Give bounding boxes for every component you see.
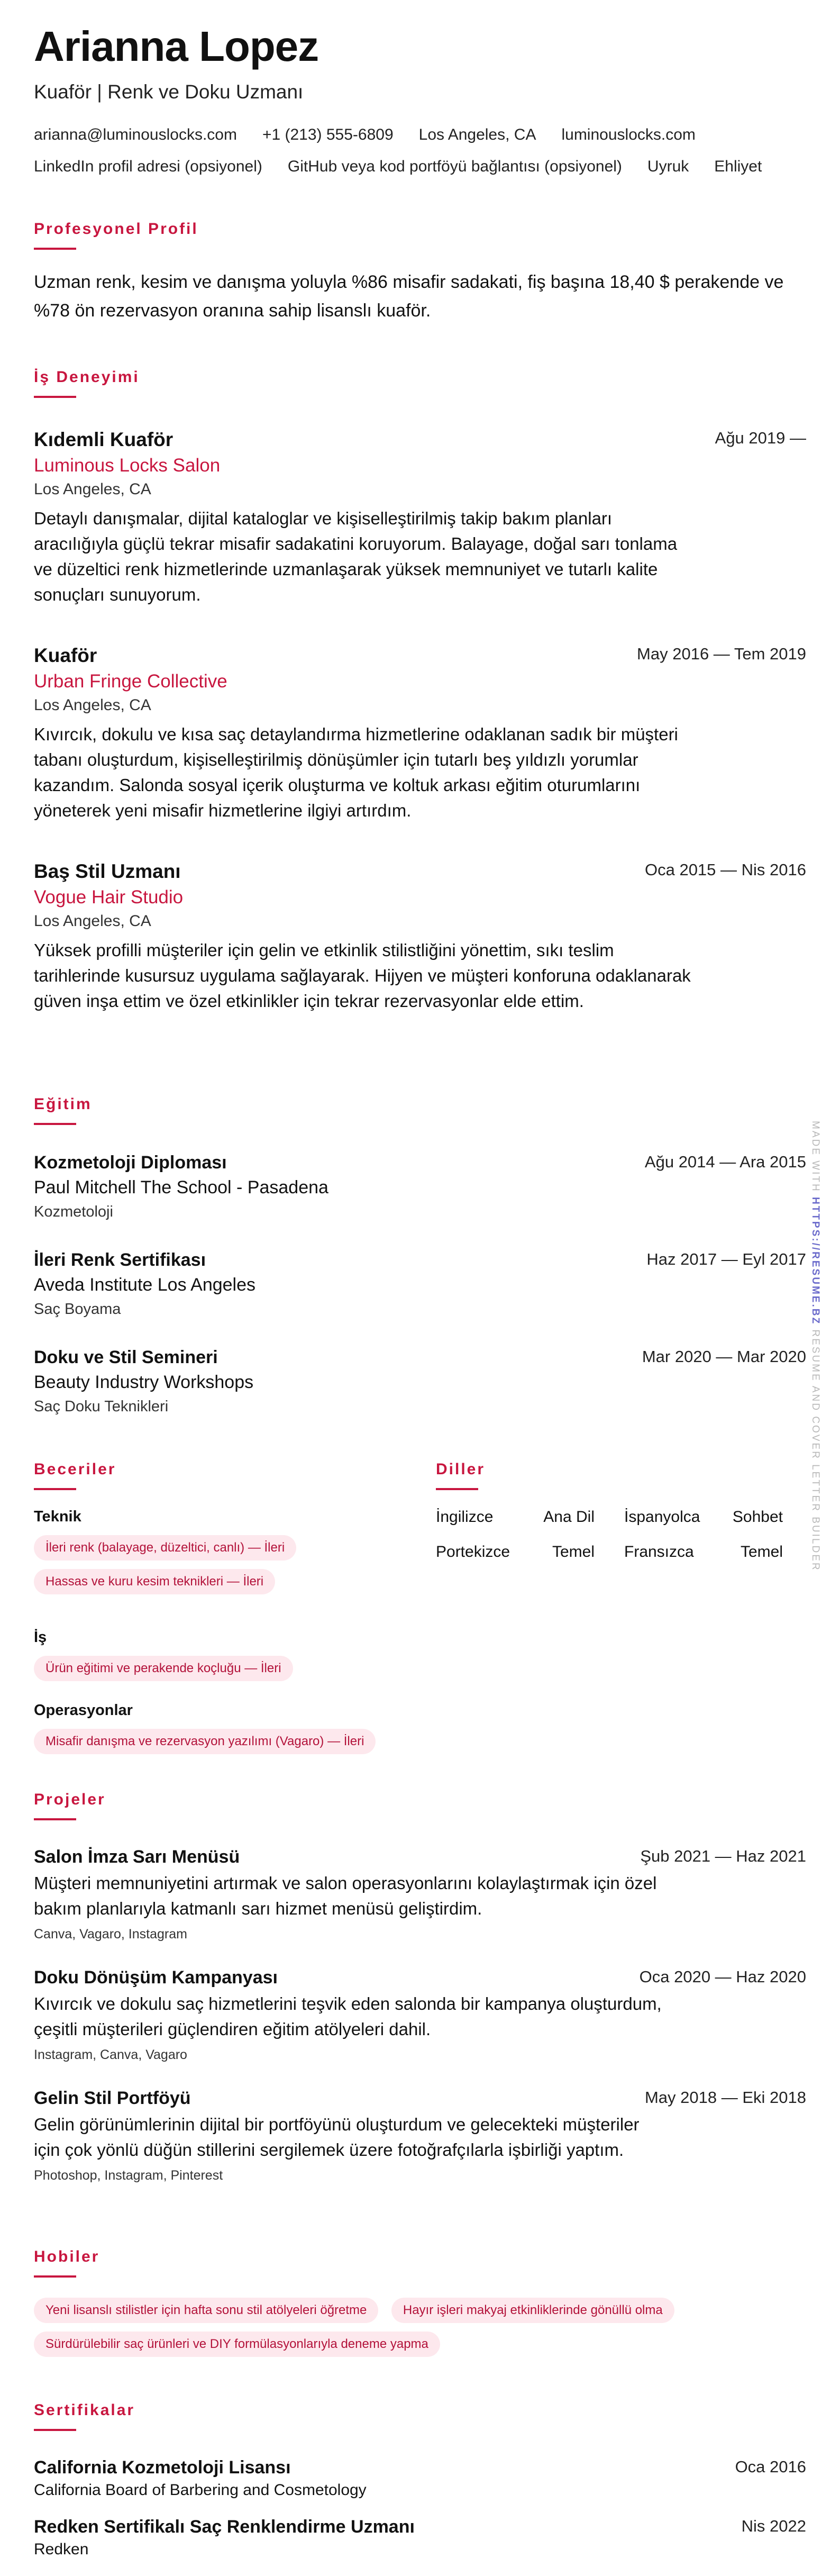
project-item (34, 2088, 806, 2183)
language-level: Temel (552, 1543, 595, 1561)
job-description: Yüksek profilli müşteriler için gelin ve etkinlik stilistliğini yönettim, sıkı teslim tarihlerinde kusursuz uygulama sağlayarak. Hijyen ve müşteri konforuna odaklanarak güven inşa ettim ve özel etkinlikler için tekrar rezervasyonlar elde ettim. (34, 940, 691, 1011)
section-title: Diller (436, 1461, 486, 1478)
institution-name: Aveda Institute Los Angeles (34, 1275, 256, 1295)
company-name: Urban Fringe Collective (34, 671, 227, 692)
project-description: Müşteri memnuniyetini artırmak ve salon operasyonlarını kolaylaştırmak için özel bakım planlarıyla katmanlı sarı hizmet menüsü geliştirdim. (34, 1873, 657, 1918)
job-date: Oca 2015 — Nis 2016 (644, 860, 806, 879)
education-date: Haz 2017 — Eyl 2017 (646, 1250, 806, 1268)
section-title: Hobiler (34, 2248, 100, 2265)
hobby-tag: Yeni lisanslı stilistler için hafta sonu stil atölyeleri öğretme (34, 2298, 378, 2323)
language-item (624, 1543, 783, 1561)
language-name: İspanyolca (624, 1508, 700, 1526)
language-row (436, 1543, 806, 1561)
job-description: Detaylı danışmalar, dijital kataloglar ve kişiselleştirilmiş takip bakım planları aracılığıyla güçlü tekrar misafir sadakatini koruyorum. Balayage, doğal sarı tonlama ve düzeltici renk hizmetlerinde uzmanlaşarak yüksek memnuniyet ve tutarlı kalite sonuçları sunuyorum. (34, 509, 678, 604)
section-divider (34, 1488, 76, 1490)
section-title: Beceriler (34, 1461, 116, 1478)
project-description: Gelin görünümlerinin dijital bir portföyünü oluşturdum ve gelecekteki müşteriler için çok yönlü düğün stillerini sergilemek üzere fotoğrafçılarla işbirliği yaptım. (34, 2115, 640, 2160)
job-location: Los Angeles, CA (34, 696, 151, 714)
hobbies-list (34, 2298, 806, 2357)
skill-tag: Ürün eğitimi ve perakende koçluğu — İleri (34, 1656, 293, 1681)
degree-title: Kozmetoloji Diploması (34, 1153, 227, 1173)
hobby-tag: Hayır işleri makyaj etkinliklerinde gönüllü olma (391, 2298, 674, 2323)
section-title: Projeler (34, 1791, 106, 1808)
certifications-section-heading (34, 2401, 806, 2431)
skill-tag: Hassas ve kuru kesim teknikleri — İleri (34, 1569, 275, 1594)
language-level: Ana Dil (543, 1508, 595, 1526)
section-divider (34, 396, 76, 398)
languages-section-heading (436, 1461, 806, 1490)
language-name: İngilizce (436, 1508, 494, 1526)
watermark-link[interactable]: HTTPS://RESUME.BZ (810, 1197, 821, 1326)
language-name: Fransızca (624, 1543, 694, 1561)
github-link[interactable]: GitHub veya kod portföyü bağlantısı (opsiyonel) (287, 158, 622, 175)
job-location: Los Angeles, CA (34, 480, 151, 498)
experience-section-heading (34, 368, 806, 398)
drivers-license: Ehliyet (714, 158, 762, 175)
hobbies-section-heading (34, 2248, 806, 2278)
job-date: May 2016 — Tem 2019 (637, 645, 806, 663)
company-name: Vogue Hair Studio (34, 887, 184, 908)
certification-title: Redken Sertifikalı Saç Renklendirme Uzmanı (34, 2517, 415, 2537)
education-date: Mar 2020 — Mar 2020 (642, 1347, 806, 1366)
section-divider (436, 1488, 478, 1490)
language-item (436, 1543, 595, 1561)
study-field: Kozmetoloji (34, 1203, 113, 1220)
candidate-title: Kuaför | Renk ve Doku Uzmanı (34, 81, 304, 103)
language-item (624, 1508, 783, 1526)
job-description: Kıvırcık, dokulu ve kısa saç detaylandırma hizmetlerine odaklanan sadık bir müşteri tabanı oluşturdum, kişiselleştirilmiş dönüşümler için tutarlı beş yıldızlı yorumlar kazandım. Salonda sosyal içerik oluşturma ve koltuk arkası eğitim oturumlarını yöneterek yeni misafir hizmetlerine ilgiyi artırdım. (34, 724, 678, 820)
degree-title: İleri Renk Sertifikası (34, 1250, 206, 1270)
job-location: Los Angeles, CA (34, 912, 151, 930)
institution-name: Beauty Industry Workshops (34, 1372, 254, 1392)
project-title: Doku Dönüşüm Kampanyası (34, 1967, 278, 1988)
certification-date: Oca 2016 (735, 2457, 806, 2476)
watermark-prefix: MADE WITH (810, 1121, 821, 1193)
language-level: Sohbet (732, 1508, 783, 1526)
project-tools: Instagram, Canva, Vagaro (34, 2047, 187, 2062)
skill-tag: İleri renk (balayage, düzeltici, canlı) — İleri (34, 1535, 296, 1561)
company-name: Luminous Locks Salon (34, 455, 221, 476)
phone-number[interactable]: +1 (213) 555-6809 (262, 126, 394, 143)
builder-watermark (809, 1121, 821, 1572)
email-link[interactable]: arianna@luminouslocks.com (34, 126, 237, 143)
skill-category (34, 1508, 425, 1594)
certification-item (34, 2457, 806, 2499)
project-tools: Photoshop, Instagram, Pinterest (34, 2168, 223, 2183)
hobby-tag: Sürdürülebilir saç ürünleri ve DIY formülasyonlarıyla deneme yapma (34, 2332, 440, 2357)
education-date: Ağu 2014 — Ara 2015 (644, 1153, 806, 1171)
section-title: Profesyonel Profil (34, 220, 198, 238)
section-divider (34, 1818, 76, 1820)
education-item (34, 1153, 806, 1221)
project-description: Kıvırcık ve dokulu saç hizmetlerini teşvik eden salonda bir kampanya oluşturdum, çeşitli müşterileri güçlendiren eğitim atölyeleri dahil. (34, 1994, 662, 2039)
projects-section-heading (34, 1791, 806, 1820)
section-title: Eğitim (34, 1095, 92, 1113)
skill-category (34, 1702, 425, 1754)
language-item (436, 1508, 595, 1526)
language-name: Portekizce (436, 1543, 510, 1561)
experience-item (34, 429, 806, 607)
section-title: İş Deneyimi (34, 368, 140, 386)
skill-category-name: Teknik (34, 1508, 81, 1525)
experience-item (34, 860, 806, 1014)
language-row (436, 1508, 806, 1526)
language-level: Temel (740, 1543, 783, 1561)
certification-date: Nis 2022 (741, 2517, 806, 2535)
study-field: Saç Boyama (34, 1301, 121, 1318)
degree-title: Doku ve Stil Semineri (34, 1347, 218, 1367)
languages-grid (436, 1508, 806, 1578)
candidate-name: Arianna Lopez (34, 23, 319, 70)
project-item (34, 1847, 806, 1942)
certification-issuer: Redken (34, 2541, 89, 2558)
project-title: Salon İmza Sarı Menüsü (34, 1847, 240, 1867)
job-title: Kuaför (34, 645, 97, 666)
contact-row-secondary (34, 158, 762, 176)
job-title: Kıdemli Kuaför (34, 429, 174, 450)
contact-row (34, 126, 696, 144)
watermark-suffix: RESUME AND COVER LETTER BUILDER (810, 1329, 821, 1572)
education-item (34, 1347, 806, 1416)
study-field: Saç Doku Teknikleri (34, 1398, 169, 1415)
nationality: Uyruk (647, 158, 689, 175)
job-title: Baş Stil Uzmanı (34, 860, 181, 882)
project-item (34, 1967, 806, 2063)
institution-name: Paul Mitchell The School - Pasadena (34, 1177, 328, 1198)
project-date: May 2018 — Eki 2018 (644, 2088, 806, 2107)
certification-item (34, 2517, 806, 2559)
skill-category-name: İş (34, 1629, 47, 1646)
skills-section-heading (34, 1461, 404, 1490)
location: Los Angeles, CA (418, 126, 536, 143)
education-item (34, 1250, 806, 1318)
project-title: Gelin Stil Portföyü (34, 2088, 191, 2108)
section-divider (34, 248, 76, 250)
education-section-heading (34, 1095, 806, 1125)
project-tools: Canva, Vagaro, Instagram (34, 1927, 187, 1942)
skill-category-name: Operasyonlar (34, 1702, 133, 1719)
section-title: Sertifikalar (34, 2401, 135, 2419)
project-date: Oca 2020 — Haz 2020 (639, 1967, 806, 1986)
linkedin-link[interactable]: LinkedIn profil adresi (opsiyonel) (34, 158, 262, 175)
section-divider (34, 2275, 76, 2278)
certification-title: California Kozmetoloji Lisansı (34, 2457, 291, 2478)
section-divider (34, 1123, 76, 1125)
job-date: Ağu 2019 — (715, 429, 806, 447)
skill-tag: Misafir danışma ve rezervasyon yazılımı (Vagaro) — İleri (34, 1729, 376, 1754)
skill-category (34, 1629, 425, 1681)
project-date: Şub 2021 — Haz 2021 (640, 1847, 806, 1865)
profile-section-heading (34, 220, 806, 250)
experience-item (34, 645, 806, 823)
profile-summary: Uzman renk, kesim ve danışma yoluyla %86 misafir sadakati, fiş başına 18,40 $ perakende ve %78 ön rezervasyon oranına sahip lisanslı kuaför. (34, 272, 784, 321)
website-link[interactable]: luminouslocks.com (561, 126, 696, 143)
section-divider (34, 2429, 76, 2431)
certification-issuer: California Board of Barbering and Cosmetology (34, 2481, 367, 2499)
